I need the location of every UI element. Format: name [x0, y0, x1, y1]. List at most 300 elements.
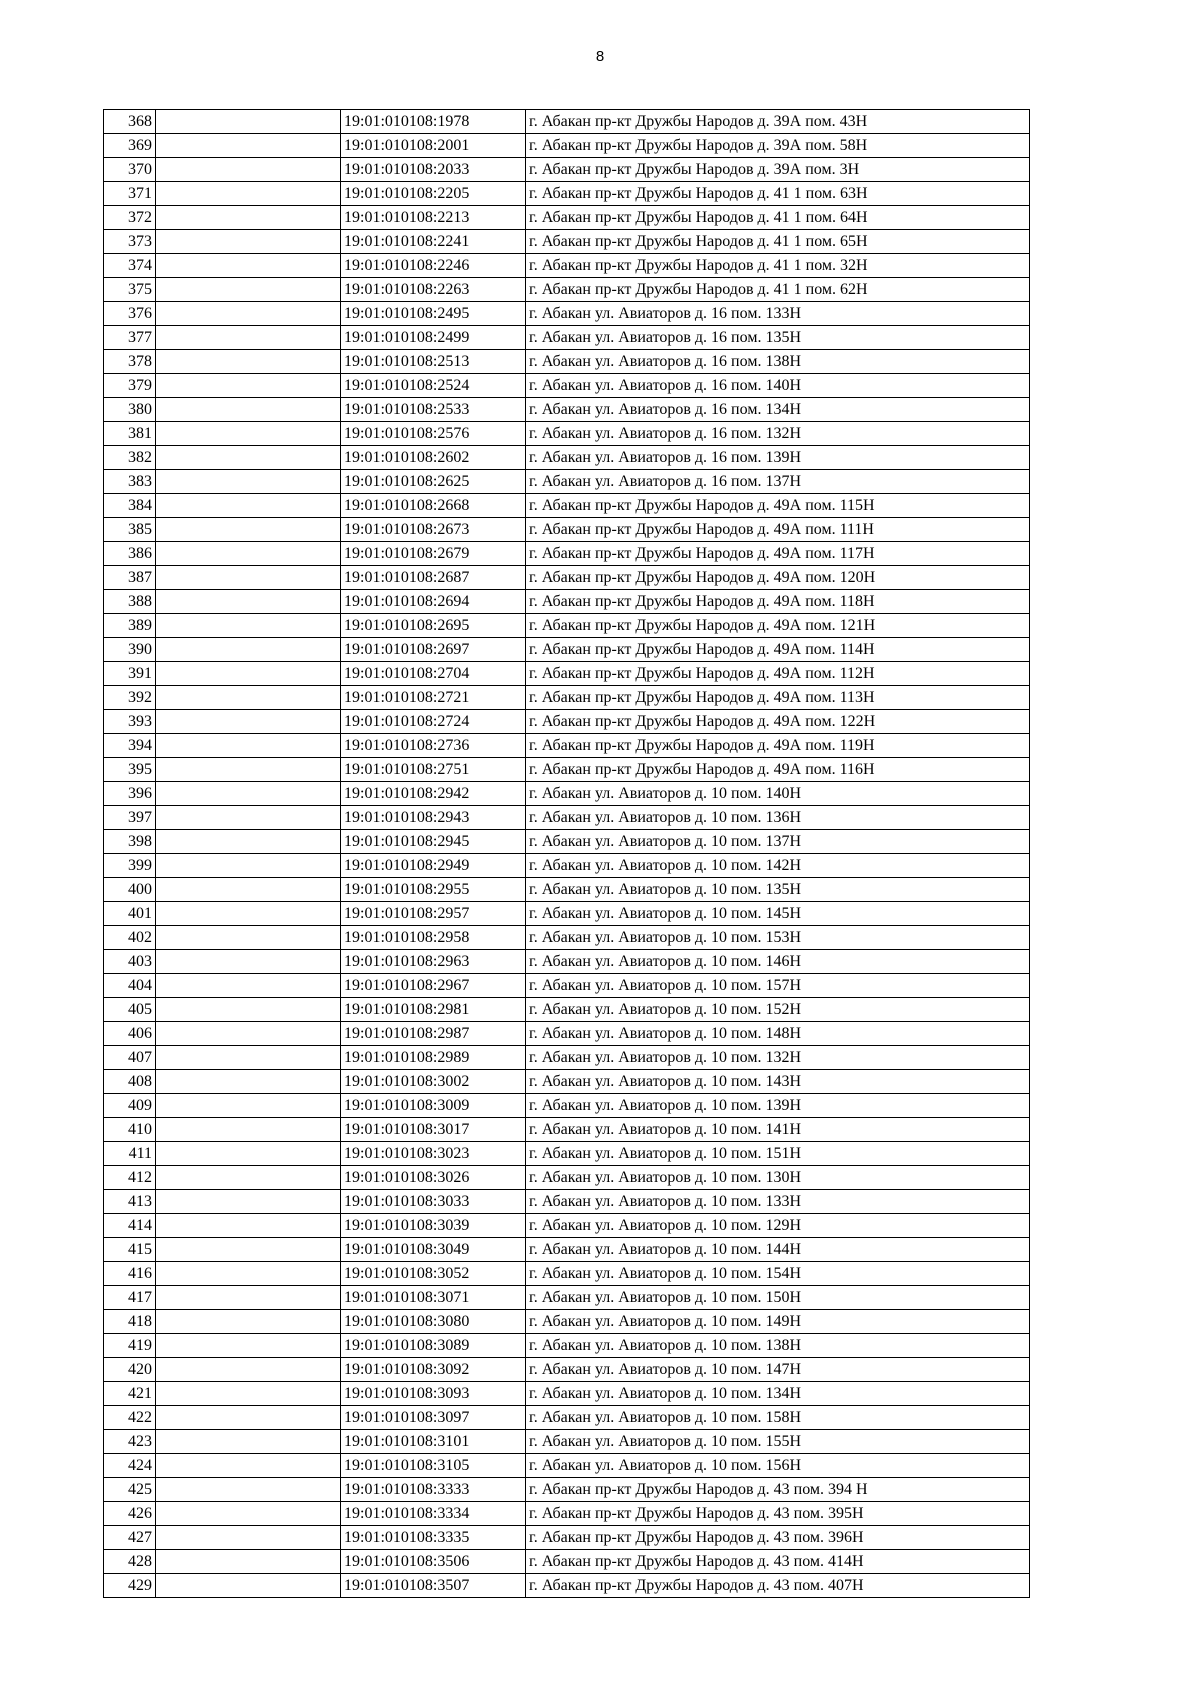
- table-row: [104, 974, 1030, 998]
- address: г. Абакан пр-кт Дружбы Народов д. 41 1 пом. 62Н: [526, 278, 1030, 302]
- empty-cell: [156, 878, 341, 902]
- table-row: [104, 1214, 1030, 1238]
- cadastral-number: 19:01:010108:3017: [341, 1118, 526, 1142]
- row-number: 388: [104, 590, 156, 614]
- cadastral-number: 19:01:010108:2963: [341, 950, 526, 974]
- row-number: 371: [104, 182, 156, 206]
- empty-cell: [156, 110, 341, 134]
- cadastral-number: 19:01:010108:3033: [341, 1190, 526, 1214]
- row-number: 401: [104, 902, 156, 926]
- row-number: 379: [104, 374, 156, 398]
- address: г. Абакан ул. Авиаторов д. 10 пом. 144Н: [526, 1238, 1030, 1262]
- row-number: 428: [104, 1550, 156, 1574]
- table-row: [104, 950, 1030, 974]
- cadastral-number: 19:01:010108:3097: [341, 1406, 526, 1430]
- row-number: 368: [104, 110, 156, 134]
- row-number: 374: [104, 254, 156, 278]
- address: г. Абакан пр-кт Дружбы Народов д. 41 1 пом. 65Н: [526, 230, 1030, 254]
- table-row: [104, 494, 1030, 518]
- cadastral-number: 19:01:010108:2967: [341, 974, 526, 998]
- row-number: 417: [104, 1286, 156, 1310]
- table-row: [104, 1142, 1030, 1166]
- empty-cell: [156, 926, 341, 950]
- cadastral-number: 19:01:010108:3052: [341, 1262, 526, 1286]
- property-table: [103, 109, 1030, 1598]
- cadastral-number: 19:01:010108:2513: [341, 350, 526, 374]
- table-row: [104, 1550, 1030, 1574]
- empty-cell: [156, 1166, 341, 1190]
- table-row: [104, 1190, 1030, 1214]
- empty-cell: [156, 854, 341, 878]
- empty-cell: [156, 830, 341, 854]
- row-number: 422: [104, 1406, 156, 1430]
- address: г. Абакан пр-кт Дружбы Народов д. 43 пом. 394 Н: [526, 1478, 1030, 1502]
- cadastral-number: 19:01:010108:2955: [341, 878, 526, 902]
- table-row: [104, 302, 1030, 326]
- empty-cell: [156, 1262, 341, 1286]
- row-number: 424: [104, 1454, 156, 1478]
- table-row: [104, 350, 1030, 374]
- cadastral-number: 19:01:010108:2524: [341, 374, 526, 398]
- empty-cell: [156, 974, 341, 998]
- table-row: [104, 134, 1030, 158]
- empty-cell: [156, 134, 341, 158]
- address: г. Абакан пр-кт Дружбы Народов д. 49А пом. 115Н: [526, 494, 1030, 518]
- empty-cell: [156, 542, 341, 566]
- empty-cell: [156, 902, 341, 926]
- row-number: 414: [104, 1214, 156, 1238]
- cadastral-number: 19:01:010108:2499: [341, 326, 526, 350]
- address: г. Абакан ул. Авиаторов д. 16 пом. 140Н: [526, 374, 1030, 398]
- table-row: [104, 1430, 1030, 1454]
- cadastral-number: 19:01:010108:2949: [341, 854, 526, 878]
- row-number: 370: [104, 158, 156, 182]
- address: г. Абакан ул. Авиаторов д. 10 пом. 147Н: [526, 1358, 1030, 1382]
- empty-cell: [156, 1502, 341, 1526]
- table-row: [104, 206, 1030, 230]
- row-number: 380: [104, 398, 156, 422]
- cadastral-number: 19:01:010108:2697: [341, 638, 526, 662]
- table-row: [104, 1406, 1030, 1430]
- row-number: 376: [104, 302, 156, 326]
- address: г. Абакан пр-кт Дружбы Народов д. 39А пом. 58Н: [526, 134, 1030, 158]
- table-row: [104, 806, 1030, 830]
- cadastral-number: 19:01:010108:2942: [341, 782, 526, 806]
- table-row: [104, 278, 1030, 302]
- table-row: [104, 830, 1030, 854]
- cadastral-number: 19:01:010108:3093: [341, 1382, 526, 1406]
- address: г. Абакан ул. Авиаторов д. 10 пом. 133Н: [526, 1190, 1030, 1214]
- row-number: 375: [104, 278, 156, 302]
- empty-cell: [156, 1022, 341, 1046]
- row-number: 411: [104, 1142, 156, 1166]
- row-number: 395: [104, 758, 156, 782]
- empty-cell: [156, 1454, 341, 1478]
- table-row: [104, 110, 1030, 134]
- table-row: [104, 1310, 1030, 1334]
- cadastral-number: 19:01:010108:2241: [341, 230, 526, 254]
- row-number: 393: [104, 710, 156, 734]
- cadastral-number: 19:01:010108:2981: [341, 998, 526, 1022]
- cadastral-number: 19:01:010108:3333: [341, 1478, 526, 1502]
- address: г. Абакан ул. Авиаторов д. 10 пом. 146Н: [526, 950, 1030, 974]
- cadastral-number: 19:01:010108:2533: [341, 398, 526, 422]
- cadastral-number: 19:01:010108:3026: [341, 1166, 526, 1190]
- row-number: 425: [104, 1478, 156, 1502]
- row-number: 382: [104, 446, 156, 470]
- row-number: 426: [104, 1502, 156, 1526]
- address: г. Абакан пр-кт Дружбы Народов д. 49А пом. 122Н: [526, 710, 1030, 734]
- table-row: [104, 590, 1030, 614]
- empty-cell: [156, 1478, 341, 1502]
- cadastral-number: 19:01:010108:2495: [341, 302, 526, 326]
- row-number: 373: [104, 230, 156, 254]
- row-number: 392: [104, 686, 156, 710]
- row-number: 397: [104, 806, 156, 830]
- empty-cell: [156, 806, 341, 830]
- table-body: [104, 110, 1030, 1598]
- cadastral-number: 19:01:010108:2958: [341, 926, 526, 950]
- row-number: 398: [104, 830, 156, 854]
- cadastral-number: 19:01:010108:3080: [341, 1310, 526, 1334]
- table-row: [104, 1286, 1030, 1310]
- table-row: [104, 254, 1030, 278]
- empty-cell: [156, 1526, 341, 1550]
- cadastral-number: 19:01:010108:3023: [341, 1142, 526, 1166]
- cadastral-number: 19:01:010108:2625: [341, 470, 526, 494]
- empty-cell: [156, 494, 341, 518]
- row-number: 386: [104, 542, 156, 566]
- table-row: [104, 878, 1030, 902]
- cadastral-number: 19:01:010108:2205: [341, 182, 526, 206]
- cadastral-number: 19:01:010108:2957: [341, 902, 526, 926]
- table-row: [104, 1478, 1030, 1502]
- empty-cell: [156, 182, 341, 206]
- table-row: [104, 398, 1030, 422]
- address: г. Абакан ул. Авиаторов д. 10 пом. 134Н: [526, 1382, 1030, 1406]
- cadastral-number: 19:01:010108:2001: [341, 134, 526, 158]
- cadastral-number: 19:01:010108:2736: [341, 734, 526, 758]
- table-row: [104, 662, 1030, 686]
- table-row: [104, 158, 1030, 182]
- row-number: 403: [104, 950, 156, 974]
- empty-cell: [156, 1118, 341, 1142]
- cadastral-number: 19:01:010108:3105: [341, 1454, 526, 1478]
- table-row: [104, 782, 1030, 806]
- cadastral-number: 19:01:010108:2704: [341, 662, 526, 686]
- address: г. Абакан пр-кт Дружбы Народов д. 39А пом. 3Н: [526, 158, 1030, 182]
- empty-cell: [156, 1214, 341, 1238]
- empty-cell: [156, 950, 341, 974]
- table-row: [104, 326, 1030, 350]
- empty-cell: [156, 470, 341, 494]
- empty-cell: [156, 374, 341, 398]
- cadastral-number: 19:01:010108:2679: [341, 542, 526, 566]
- address: г. Абакан пр-кт Дружбы Народов д. 43 пом. 407Н: [526, 1574, 1030, 1598]
- table-row: [104, 998, 1030, 1022]
- cadastral-number: 19:01:010108:1978: [341, 110, 526, 134]
- table-row: [104, 1262, 1030, 1286]
- row-number: 391: [104, 662, 156, 686]
- address: г. Абакан пр-кт Дружбы Народов д. 49А пом. 112Н: [526, 662, 1030, 686]
- empty-cell: [156, 1190, 341, 1214]
- table-row: [104, 542, 1030, 566]
- empty-cell: [156, 1238, 341, 1262]
- address: г. Абакан ул. Авиаторов д. 10 пом. 156Н: [526, 1454, 1030, 1478]
- empty-cell: [156, 686, 341, 710]
- empty-cell: [156, 518, 341, 542]
- address: г. Абакан ул. Авиаторов д. 10 пом. 143Н: [526, 1070, 1030, 1094]
- table-row: [104, 1382, 1030, 1406]
- table-row: [104, 854, 1030, 878]
- cadastral-number: 19:01:010108:2673: [341, 518, 526, 542]
- row-number: 389: [104, 614, 156, 638]
- empty-cell: [156, 1406, 341, 1430]
- empty-cell: [156, 1334, 341, 1358]
- cadastral-number: 19:01:010108:3071: [341, 1286, 526, 1310]
- address: г. Абакан ул. Авиаторов д. 10 пом. 152Н: [526, 998, 1030, 1022]
- address: г. Абакан ул. Авиаторов д. 10 пом. 153Н: [526, 926, 1030, 950]
- table-row: [104, 758, 1030, 782]
- empty-cell: [156, 614, 341, 638]
- cadastral-number: 19:01:010108:2687: [341, 566, 526, 590]
- cadastral-number: 19:01:010108:3506: [341, 1550, 526, 1574]
- table-row: [104, 1334, 1030, 1358]
- row-number: 372: [104, 206, 156, 230]
- empty-cell: [156, 302, 341, 326]
- address: г. Абакан ул. Авиаторов д. 10 пом. 150Н: [526, 1286, 1030, 1310]
- empty-cell: [156, 1046, 341, 1070]
- address: г. Абакан пр-кт Дружбы Народов д. 43 пом. 396Н: [526, 1526, 1030, 1550]
- table-row: [104, 926, 1030, 950]
- empty-cell: [156, 1574, 341, 1598]
- row-number: 378: [104, 350, 156, 374]
- table-row: [104, 686, 1030, 710]
- table-row: [104, 374, 1030, 398]
- row-number: 407: [104, 1046, 156, 1070]
- row-number: 402: [104, 926, 156, 950]
- address: г. Абакан ул. Авиаторов д. 10 пом. 141Н: [526, 1118, 1030, 1142]
- row-number: 377: [104, 326, 156, 350]
- empty-cell: [156, 1430, 341, 1454]
- address: г. Абакан ул. Авиаторов д. 10 пом. 129Н: [526, 1214, 1030, 1238]
- address: г. Абакан пр-кт Дружбы Народов д. 41 1 пом. 63Н: [526, 182, 1030, 206]
- empty-cell: [156, 566, 341, 590]
- table-row: [104, 1118, 1030, 1142]
- address: г. Абакан ул. Авиаторов д. 16 пом. 135Н: [526, 326, 1030, 350]
- table-row: [104, 1070, 1030, 1094]
- empty-cell: [156, 1310, 341, 1334]
- row-number: 410: [104, 1118, 156, 1142]
- cadastral-number: 19:01:010108:2943: [341, 806, 526, 830]
- row-number: 396: [104, 782, 156, 806]
- address: г. Абакан ул. Авиаторов д. 10 пом. 151Н: [526, 1142, 1030, 1166]
- cadastral-number: 19:01:010108:3049: [341, 1238, 526, 1262]
- address: г. Абакан пр-кт Дружбы Народов д. 49А пом. 113Н: [526, 686, 1030, 710]
- table-row: [104, 902, 1030, 926]
- address: г. Абакан ул. Авиаторов д. 10 пом. 138Н: [526, 1334, 1030, 1358]
- address: г. Абакан ул. Авиаторов д. 16 пом. 134Н: [526, 398, 1030, 422]
- row-number: 421: [104, 1382, 156, 1406]
- row-number: 384: [104, 494, 156, 518]
- cadastral-number: 19:01:010108:2576: [341, 422, 526, 446]
- address: г. Абакан ул. Авиаторов д. 10 пом. 158Н: [526, 1406, 1030, 1430]
- cadastral-number: 19:01:010108:2989: [341, 1046, 526, 1070]
- row-number: 405: [104, 998, 156, 1022]
- address: г. Абакан ул. Авиаторов д. 10 пом. 155Н: [526, 1430, 1030, 1454]
- row-number: 420: [104, 1358, 156, 1382]
- row-number: 404: [104, 974, 156, 998]
- table-row: [104, 734, 1030, 758]
- empty-cell: [156, 158, 341, 182]
- address: г. Абакан ул. Авиаторов д. 16 пом. 132Н: [526, 422, 1030, 446]
- empty-cell: [156, 230, 341, 254]
- empty-cell: [156, 782, 341, 806]
- row-number: 394: [104, 734, 156, 758]
- cadastral-number: 19:01:010108:2751: [341, 758, 526, 782]
- empty-cell: [156, 710, 341, 734]
- page-number: 8: [595, 48, 605, 65]
- empty-cell: [156, 278, 341, 302]
- address: г. Абакан ул. Авиаторов д. 10 пом. 135Н: [526, 878, 1030, 902]
- empty-cell: [156, 254, 341, 278]
- empty-cell: [156, 1142, 341, 1166]
- empty-cell: [156, 1094, 341, 1118]
- cadastral-number: 19:01:010108:3002: [341, 1070, 526, 1094]
- row-number: 390: [104, 638, 156, 662]
- cadastral-number: 19:01:010108:2694: [341, 590, 526, 614]
- empty-cell: [156, 734, 341, 758]
- cadastral-number: 19:01:010108:3039: [341, 1214, 526, 1238]
- row-number: 387: [104, 566, 156, 590]
- address: г. Абакан ул. Авиаторов д. 16 пом. 133Н: [526, 302, 1030, 326]
- address: г. Абакан пр-кт Дружбы Народов д. 49А пом. 120Н: [526, 566, 1030, 590]
- cadastral-number: 19:01:010108:3507: [341, 1574, 526, 1598]
- address: г. Абакан пр-кт Дружбы Народов д. 49А пом. 117Н: [526, 542, 1030, 566]
- row-number: 369: [104, 134, 156, 158]
- empty-cell: [156, 398, 341, 422]
- address: г. Абакан пр-кт Дружбы Народов д. 49А пом. 119Н: [526, 734, 1030, 758]
- table-row: [104, 470, 1030, 494]
- empty-cell: [156, 1070, 341, 1094]
- address: г. Абакан ул. Авиаторов д. 10 пом. 137Н: [526, 830, 1030, 854]
- table-row: [104, 1022, 1030, 1046]
- cadastral-number: 19:01:010108:3089: [341, 1334, 526, 1358]
- row-number: 399: [104, 854, 156, 878]
- address: г. Абакан ул. Авиаторов д. 10 пом. 157Н: [526, 974, 1030, 998]
- table-row: [104, 614, 1030, 638]
- cadastral-number: 19:01:010108:2695: [341, 614, 526, 638]
- address: г. Абакан пр-кт Дружбы Народов д. 49А пом. 116Н: [526, 758, 1030, 782]
- address: г. Абакан пр-кт Дружбы Народов д. 41 1 пом. 32Н: [526, 254, 1030, 278]
- address: г. Абакан ул. Авиаторов д. 10 пом. 132Н: [526, 1046, 1030, 1070]
- table-row: [104, 1238, 1030, 1262]
- address: г. Абакан ул. Авиаторов д. 16 пом. 137Н: [526, 470, 1030, 494]
- row-number: 385: [104, 518, 156, 542]
- address: г. Абакан ул. Авиаторов д. 16 пом. 139Н: [526, 446, 1030, 470]
- cadastral-number: 19:01:010108:2945: [341, 830, 526, 854]
- address: г. Абакан пр-кт Дружбы Народов д. 39А пом. 43Н: [526, 110, 1030, 134]
- cadastral-number: 19:01:010108:2987: [341, 1022, 526, 1046]
- address: г. Абакан пр-кт Дружбы Народов д. 41 1 пом. 64Н: [526, 206, 1030, 230]
- empty-cell: [156, 446, 341, 470]
- address: г. Абакан ул. Авиаторов д. 10 пом. 154Н: [526, 1262, 1030, 1286]
- address: г. Абакан ул. Авиаторов д. 10 пом. 140Н: [526, 782, 1030, 806]
- empty-cell: [156, 590, 341, 614]
- empty-cell: [156, 662, 341, 686]
- table-row: [104, 710, 1030, 734]
- table-row: [104, 1358, 1030, 1382]
- empty-cell: [156, 1358, 341, 1382]
- empty-cell: [156, 326, 341, 350]
- table-row: [104, 1166, 1030, 1190]
- table-row: [104, 1526, 1030, 1550]
- row-number: 429: [104, 1574, 156, 1598]
- row-number: 400: [104, 878, 156, 902]
- row-number: 412: [104, 1166, 156, 1190]
- address: г. Абакан ул. Авиаторов д. 10 пом. 139Н: [526, 1094, 1030, 1118]
- cadastral-number: 19:01:010108:2668: [341, 494, 526, 518]
- row-number: 418: [104, 1310, 156, 1334]
- table-row: [104, 638, 1030, 662]
- table-row: [104, 446, 1030, 470]
- cadastral-number: 19:01:010108:3101: [341, 1430, 526, 1454]
- empty-cell: [156, 422, 341, 446]
- row-number: 406: [104, 1022, 156, 1046]
- row-number: 415: [104, 1238, 156, 1262]
- row-number: 416: [104, 1262, 156, 1286]
- address: г. Абакан пр-кт Дружбы Народов д. 43 пом. 395Н: [526, 1502, 1030, 1526]
- empty-cell: [156, 1286, 341, 1310]
- cadastral-number: 19:01:010108:3334: [341, 1502, 526, 1526]
- empty-cell: [156, 758, 341, 782]
- address: г. Абакан ул. Авиаторов д. 10 пом. 130Н: [526, 1166, 1030, 1190]
- cadastral-number: 19:01:010108:3092: [341, 1358, 526, 1382]
- table-row: [104, 566, 1030, 590]
- cadastral-number: 19:01:010108:3335: [341, 1526, 526, 1550]
- empty-cell: [156, 638, 341, 662]
- address: г. Абакан ул. Авиаторов д. 10 пом. 142Н: [526, 854, 1030, 878]
- empty-cell: [156, 350, 341, 374]
- cadastral-number: 19:01:010108:2602: [341, 446, 526, 470]
- address: г. Абакан пр-кт Дружбы Народов д. 49А пом. 121Н: [526, 614, 1030, 638]
- cadastral-number: 19:01:010108:2721: [341, 686, 526, 710]
- row-number: 408: [104, 1070, 156, 1094]
- address: г. Абакан ул. Авиаторов д. 10 пом. 149Н: [526, 1310, 1030, 1334]
- empty-cell: [156, 998, 341, 1022]
- empty-cell: [156, 206, 341, 230]
- row-number: 427: [104, 1526, 156, 1550]
- address: г. Абакан пр-кт Дружбы Народов д. 49А пом. 114Н: [526, 638, 1030, 662]
- address: г. Абакан ул. Авиаторов д. 16 пом. 138Н: [526, 350, 1030, 374]
- cadastral-number: 19:01:010108:2263: [341, 278, 526, 302]
- row-number: 383: [104, 470, 156, 494]
- cadastral-number: 19:01:010108:2033: [341, 158, 526, 182]
- table-row: [104, 422, 1030, 446]
- empty-cell: [156, 1382, 341, 1406]
- table-row: [104, 182, 1030, 206]
- table-row: [104, 518, 1030, 542]
- address: г. Абакан пр-кт Дружбы Народов д. 49А пом. 111Н: [526, 518, 1030, 542]
- address: г. Абакан пр-кт Дружбы Народов д. 43 пом. 414Н: [526, 1550, 1030, 1574]
- table-row: [104, 1454, 1030, 1478]
- table-row: [104, 1094, 1030, 1118]
- cadastral-number: 19:01:010108:2724: [341, 710, 526, 734]
- row-number: 381: [104, 422, 156, 446]
- cadastral-number: 19:01:010108:2246: [341, 254, 526, 278]
- empty-cell: [156, 1550, 341, 1574]
- address: г. Абакан ул. Авиаторов д. 10 пом. 145Н: [526, 902, 1030, 926]
